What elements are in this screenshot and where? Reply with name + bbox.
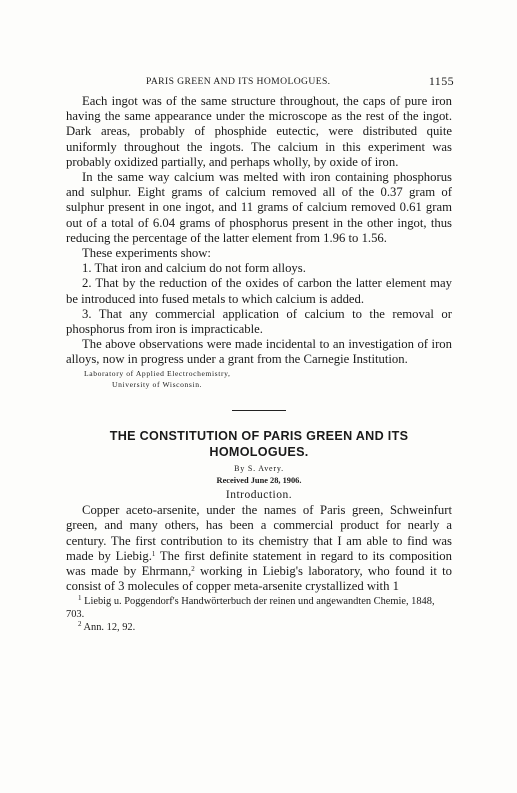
- footnote-mark: 1: [78, 594, 82, 603]
- paragraph: In the same way calcium was melted with iron containing phosphorus and sulphur. Eight grams of calcium removed all of the 0.37 gram of sulphur present in one ingot, and 11 grams of calcium removed 0.61 gram out of a total of 6.04 grams of phosphorus present in the other ingot, thus reducing the percentage of the latter element from 1.96 to 1.56.: [66, 170, 452, 245]
- intro-lead-word: Copper: [82, 503, 120, 518]
- affiliation-line: University of Wisconsin.: [112, 380, 203, 390]
- article-title: THE CONSTITUTION OF PARIS GREEN AND ITS HOMOLOGUES.: [109, 429, 409, 460]
- received-date: Received June 28, 1906.: [216, 476, 302, 486]
- list-item: 3. That any commercial application of calcium to the removal or phosphorus from iron is impracticable.: [66, 306, 452, 337]
- affiliation-line: Laboratory of Applied Electrochemistry,: [84, 368, 231, 378]
- footnote-ref: 2: [191, 565, 195, 574]
- previous-article-text: [66, 94, 452, 391]
- footnote-text: Ann. 12, 92.: [83, 622, 136, 634]
- footnote-ref: 1: [151, 549, 156, 558]
- intro-text: working in Liebig's laboratory, who found it to consist of 3 molecules of copper meta-arsenite crystallized with 1: [66, 564, 452, 594]
- list-item: 2. That by the reduction of the oxides of carbon the latter element may be introduced into fused metals to which calcium is added.: [66, 276, 452, 306]
- author-byline: By S. Avery.: [234, 464, 284, 474]
- running-head: [66, 72, 452, 94]
- page-number: 1155: [428, 74, 454, 88]
- running-title: PARIS GREEN AND ITS HOMOLOGUES.: [146, 76, 331, 87]
- footnotes: [66, 595, 452, 634]
- footnote-text: Liebig u. Poggendorf's Handwörterbuch der reinen und angewandten Chemie, 1848, 703.: [66, 596, 435, 621]
- paragraph: These experiments show:: [82, 246, 211, 261]
- footnote-mark: 2: [78, 620, 82, 629]
- footnote: [66, 595, 452, 621]
- intro-text: The first definite statement in regard to its composition was made by Ehrmann,: [66, 548, 452, 579]
- paragraph: The above observations were made incidental to an investigation of iron alloys, now in progress under a grant from the Carnegie Institution.: [66, 337, 452, 367]
- intro-text: aceto-arsenite, under the names of Paris green, Schweinfurt green, and many others, has been a commercial product for nearly a century. The first contribution to its chemistry that I am able to find was made by Liebig.: [66, 503, 452, 563]
- section-heading: Introduction.: [225, 489, 293, 502]
- intro-paragraph: [66, 503, 452, 594]
- footnote: [66, 621, 452, 634]
- list-item: 1. That iron and calcium do not form alloys.: [82, 261, 306, 276]
- section-divider: [232, 410, 286, 412]
- paragraph: Each ingot was of the same structure throughout, the caps of pure iron having the same appearance under the microscope as the rest of the ingot. Dark areas, probably of phosphide eutectic, were distributed quite uniformly throughout the ingots. The calcium in this experiment was probably oxidized partially, and perhaps wholly, by oxide of iron.: [66, 94, 452, 169]
- page: [66, 72, 452, 634]
